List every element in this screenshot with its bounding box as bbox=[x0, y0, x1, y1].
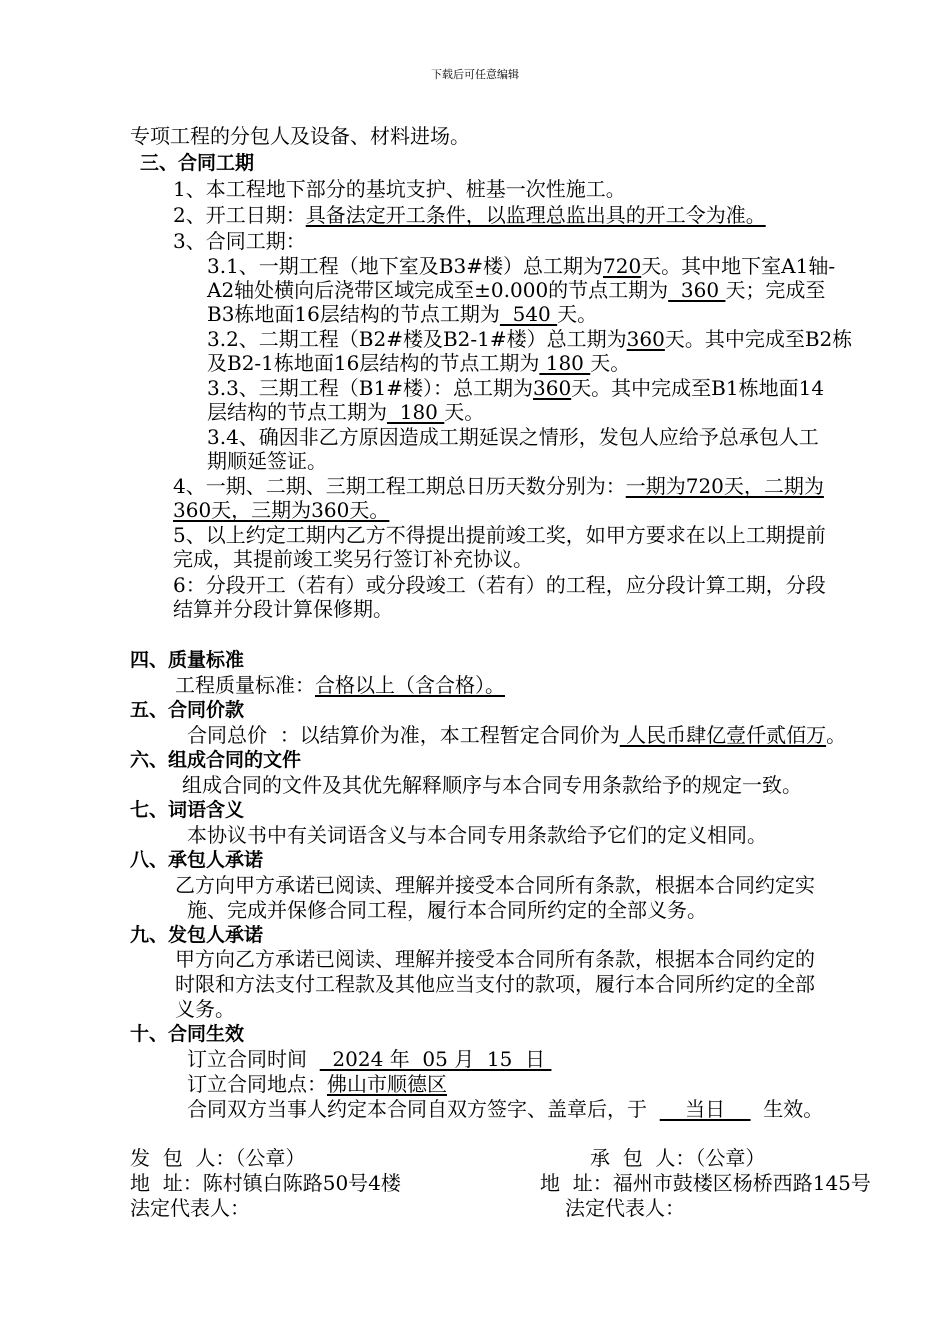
s8-line-1: 乙方向甲方承诺已阅读、理解并接受本合同所有条款，根据本合同约定实 bbox=[175, 873, 815, 897]
contract-time-line bbox=[187, 1046, 551, 1072]
phase2-duration: 360 bbox=[626, 327, 665, 351]
s31-line-1 bbox=[207, 253, 835, 279]
s7-text: 本协议书中有关词语含义与本合同专用条款给予它们的定义相同。 bbox=[187, 823, 767, 847]
section-6-title: 六、组成合同的文件 bbox=[130, 749, 302, 771]
s32-text-a: 3.2、二期工程（B2#楼及B2-1#楼）总工期为 bbox=[207, 327, 627, 351]
section-10-title: 十、合同生效 bbox=[130, 1023, 245, 1045]
s31-l3-text-b: 天。 bbox=[557, 302, 598, 326]
s31-line-2 bbox=[207, 277, 825, 303]
start-date-value: 具备法定开工条件，以监理总监出具的开工令为准。 bbox=[305, 203, 766, 227]
s3-item-3: 3、合同工期： bbox=[173, 229, 306, 253]
s33-l2-text-b: 天。 bbox=[444, 400, 485, 424]
quality-label: 工程质量标准： bbox=[175, 673, 315, 697]
s31-l2-text-b: 天；完成至 bbox=[725, 278, 826, 302]
s32-text-b: 天。其中完成至B2栋 bbox=[664, 327, 853, 351]
s6-text: 组成合同的文件及其优先解释顺序与本合同专用条款给予的规定一致。 bbox=[182, 773, 802, 797]
s3-item-6-line-2: 结算并分段计算保修期。 bbox=[173, 597, 393, 621]
phase1-node2-duration: 540 bbox=[499, 302, 558, 326]
total-durations-part-1: 一期为720天，二期为 bbox=[625, 474, 824, 498]
section-8-title: 八、承包人承诺 bbox=[130, 849, 264, 871]
s33-line-1 bbox=[207, 375, 824, 401]
contract-price-line bbox=[187, 722, 846, 748]
page-header: 下载后可任意编辑 bbox=[431, 68, 519, 81]
s3-item-5-line-2: 完成，其提前竣工奖另行签订补充协议。 bbox=[173, 547, 533, 571]
price-end: 。 bbox=[826, 723, 847, 747]
s31-text-a: 3.1、一期工程（地下室及B3#楼）总工期为 bbox=[207, 254, 603, 278]
s8-line-2: 施、完成并保修合同工程，履行本合同所约定的全部义务。 bbox=[187, 898, 707, 922]
contract-place-value: 佛山市顺德区 bbox=[327, 1072, 447, 1096]
section-5-title: 五、合同价款 bbox=[130, 699, 245, 721]
party-b-representative: 法定代表人： bbox=[565, 1196, 685, 1220]
section-3-title: 三、合同工期 bbox=[140, 152, 255, 174]
effective-text-b: 生效。 bbox=[750, 1097, 824, 1121]
party-b-address: 地 址：福州市鼓楼区杨桥西路145号 bbox=[540, 1171, 871, 1195]
party-a-address: 地 址：陈村镇白陈路50号4楼 bbox=[130, 1171, 401, 1195]
s9-line-2: 时限和方法支付工程款及其他应当支付的款项，履行本合同所约定的全部 bbox=[175, 972, 815, 996]
party-a-representative: 法定代表人： bbox=[130, 1196, 250, 1220]
s32-line-1 bbox=[207, 326, 852, 352]
contract-price-value: 人民币肆亿壹仟贰佰万 bbox=[619, 723, 827, 747]
s3-item-4-line-2 bbox=[173, 497, 389, 523]
s3-item-4-line-1 bbox=[173, 473, 824, 499]
s3-item-2 bbox=[173, 202, 766, 228]
intro-line: 专项工程的分包人及设备、材料进场。 bbox=[130, 124, 470, 148]
phase2-node-duration: 180 bbox=[539, 351, 591, 375]
section-4-title: 四、质量标准 bbox=[130, 649, 245, 671]
s3-item-4-text: 4、一期、二期、三期工程工期总日历天数分别为： bbox=[173, 474, 626, 498]
s34-line-2: 期顺延签证。 bbox=[207, 449, 327, 473]
effective-line bbox=[187, 1096, 823, 1122]
contract-date-value: 2024 年 05 月 15 日 bbox=[319, 1047, 552, 1071]
s31-l2-text-a: A2轴处横向后浇带区域完成至±0.000的节点工期为 bbox=[207, 278, 669, 302]
section-7-title: 七、词语含义 bbox=[130, 799, 245, 821]
section-9-title: 九、发包人承诺 bbox=[130, 924, 264, 946]
s3-item-5-line-1: 5、以上约定工期内乙方不得提出提前竣工奖，如甲方要求在以上工期提前 bbox=[173, 523, 826, 547]
s34-line-1: 3.4、确因非乙方原因造成工期延误之情形，发包人应给予总承包人工 bbox=[207, 425, 819, 449]
s9-line-1: 甲方向乙方承诺已阅读、理解并接受本合同所有条款，根据本合同约定的 bbox=[175, 947, 815, 971]
s33-text-a: 3.3、三期工程（B1#楼）：总工期为 bbox=[207, 376, 533, 400]
quality-value: 合格以上（含合格）。 bbox=[315, 673, 505, 697]
s32-l2-text-a: 及B2-1栋地面16层结构的节点工期为 bbox=[207, 351, 540, 375]
effective-date-value: 当日 bbox=[659, 1097, 751, 1121]
s31-line-3 bbox=[207, 301, 597, 327]
contract-time-label: 订立合同时间 bbox=[187, 1047, 320, 1071]
total-durations-part-2: 360天，三期为360天。 bbox=[173, 498, 390, 522]
party-a-label: 发 包 人：（公章） bbox=[130, 1146, 306, 1170]
s33-l2-text-a: 层结构的节点工期为 bbox=[207, 400, 387, 424]
phase1-node1-duration: 360 bbox=[668, 278, 726, 302]
quality-standard-line bbox=[175, 672, 505, 698]
s32-line-2 bbox=[207, 350, 630, 376]
effective-text-a: 合同双方当事人约定本合同自双方签字、盖章后，于 bbox=[187, 1097, 660, 1121]
phase3-duration: 360 bbox=[533, 376, 572, 400]
contract-place-line bbox=[187, 1071, 447, 1097]
s33-line-2 bbox=[207, 399, 484, 425]
s3-item-6-line-1: 6：分段开工（若有）或分段竣工（若有）的工程，应分段计算工期，分段 bbox=[173, 573, 826, 597]
s32-l2-text-b: 天。 bbox=[590, 351, 631, 375]
s3-item-1: 1、本工程地下部分的基坑支护、桩基一次性施工。 bbox=[173, 177, 626, 201]
phase3-node-duration: 180 bbox=[387, 400, 445, 424]
phase1-duration: 720 bbox=[603, 254, 642, 278]
contract-place-label: 订立合同地点： bbox=[187, 1072, 327, 1096]
s31-l3-text-a: B3栋地面16层结构的节点工期为 bbox=[207, 302, 500, 326]
s31-text-b: 天。其中地下室A1轴- bbox=[641, 254, 836, 278]
s33-text-b: 天。其中完成至B1栋地面14 bbox=[571, 376, 825, 400]
party-b-label: 承 包 人：（公章） bbox=[590, 1146, 766, 1170]
s3-item-2-label: 2、开工日期： bbox=[173, 203, 306, 227]
s9-line-3: 义务。 bbox=[175, 997, 235, 1021]
price-label: 合同总价 ：以结算价为准，本工程暂定合同价为 bbox=[187, 723, 620, 747]
